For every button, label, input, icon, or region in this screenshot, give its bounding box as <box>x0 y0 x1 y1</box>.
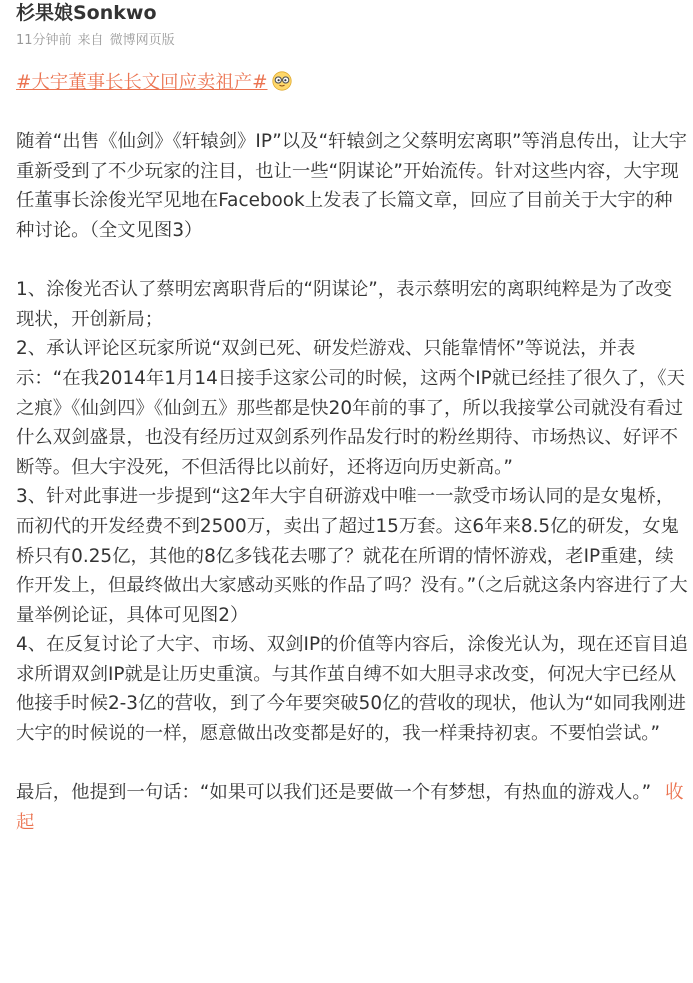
post-content <box>16 68 690 837</box>
topic-line <box>16 68 690 98</box>
paragraph-point-1: 1、涂俊光否认了蔡明宏离职背后的“阴谋论”，表示蔡明宏的离职纯粹是为了改变现状，开创新局； <box>16 279 673 330</box>
source-prefix: 来自 <box>77 33 104 48</box>
paragraph-point-2: 2、承认评论区玩家所说“双剑已死、研发烂游戏、只能靠情怀”等说法，并表示：“在我2014年1月14日接手这家公司的时候，这两个IP就已经挂了很久了，《天之痕》《仙剑四》《仙剑五》那些都是快20年前的事了，所以我接掌公司就没有看过什么双剑盛景，也没有经历过双剑系列作品发行时的粉丝期待、市场热议、好评不断等。但大宇没死，不但活得比以前好，还将迈向历史新高。” <box>16 338 685 478</box>
paragraph-final <box>16 778 690 837</box>
glasses-face-icon <box>272 71 292 91</box>
paragraph-point-4: 4、在反复讨论了大宇、市场、双剑IP的价值等内容后，涂俊光认为，现在还盲目追求所谓双剑IP就是让历史重演。与其作茧自缚不如大胆寻求改变，何况大宇已经从他接手时候2-3亿的营收，到了今年要突破50亿的营收的现状，他认为“如同我刚进大宇的时候说的一样，愿意做出改变都是好的，我一样秉持初衷。不要怕尝试。” <box>16 634 688 745</box>
post-time[interactable]: 11分钟前 <box>16 33 72 48</box>
topic-link[interactable]: #大宇董事长长文回应卖祖产# <box>16 72 268 93</box>
post-source[interactable]: 微博网页版 <box>109 33 175 48</box>
paragraph-intro: 随着“出售《仙剑》《轩辕剑》IP”以及“轩辕剑之父蔡明宏离职”等消息传出，让大宇重新受到了不少玩家的注目，也让一些“阴谋论”开始流传。针对这些内容，大宇现任董事长涂俊光罕见地在Facebook上发表了长篇文章，回应了目前关于大宇的种种讨论。（全文见图3） <box>16 131 688 241</box>
final-text: 最后，他提到一句话：“如果可以我们还是要做一个有梦想，有热血的游戏人。” <box>16 782 652 804</box>
post-meta <box>16 32 181 50</box>
author-name[interactable]: 杉果娘Sonkwo <box>16 2 157 24</box>
collapse-link[interactable]: 收起 <box>16 782 684 833</box>
paragraph-point-3: 3、针对此事进一步提到“这2年大宇自研游戏中唯一一款受市场认同的是女鬼桥，而初代的开发经费不到2500万，卖出了超过15万套。这6年来8.5亿的研发，女鬼桥只有0.25亿，其他的8亿多钱花去哪了？就花在所谓的情怀游戏，老IP重建，续作开发上，但最终做出大家感动买账的作品了吗？没有。”（之后就这条内容进行了大量举例论证，具体可见图2） <box>16 486 688 626</box>
